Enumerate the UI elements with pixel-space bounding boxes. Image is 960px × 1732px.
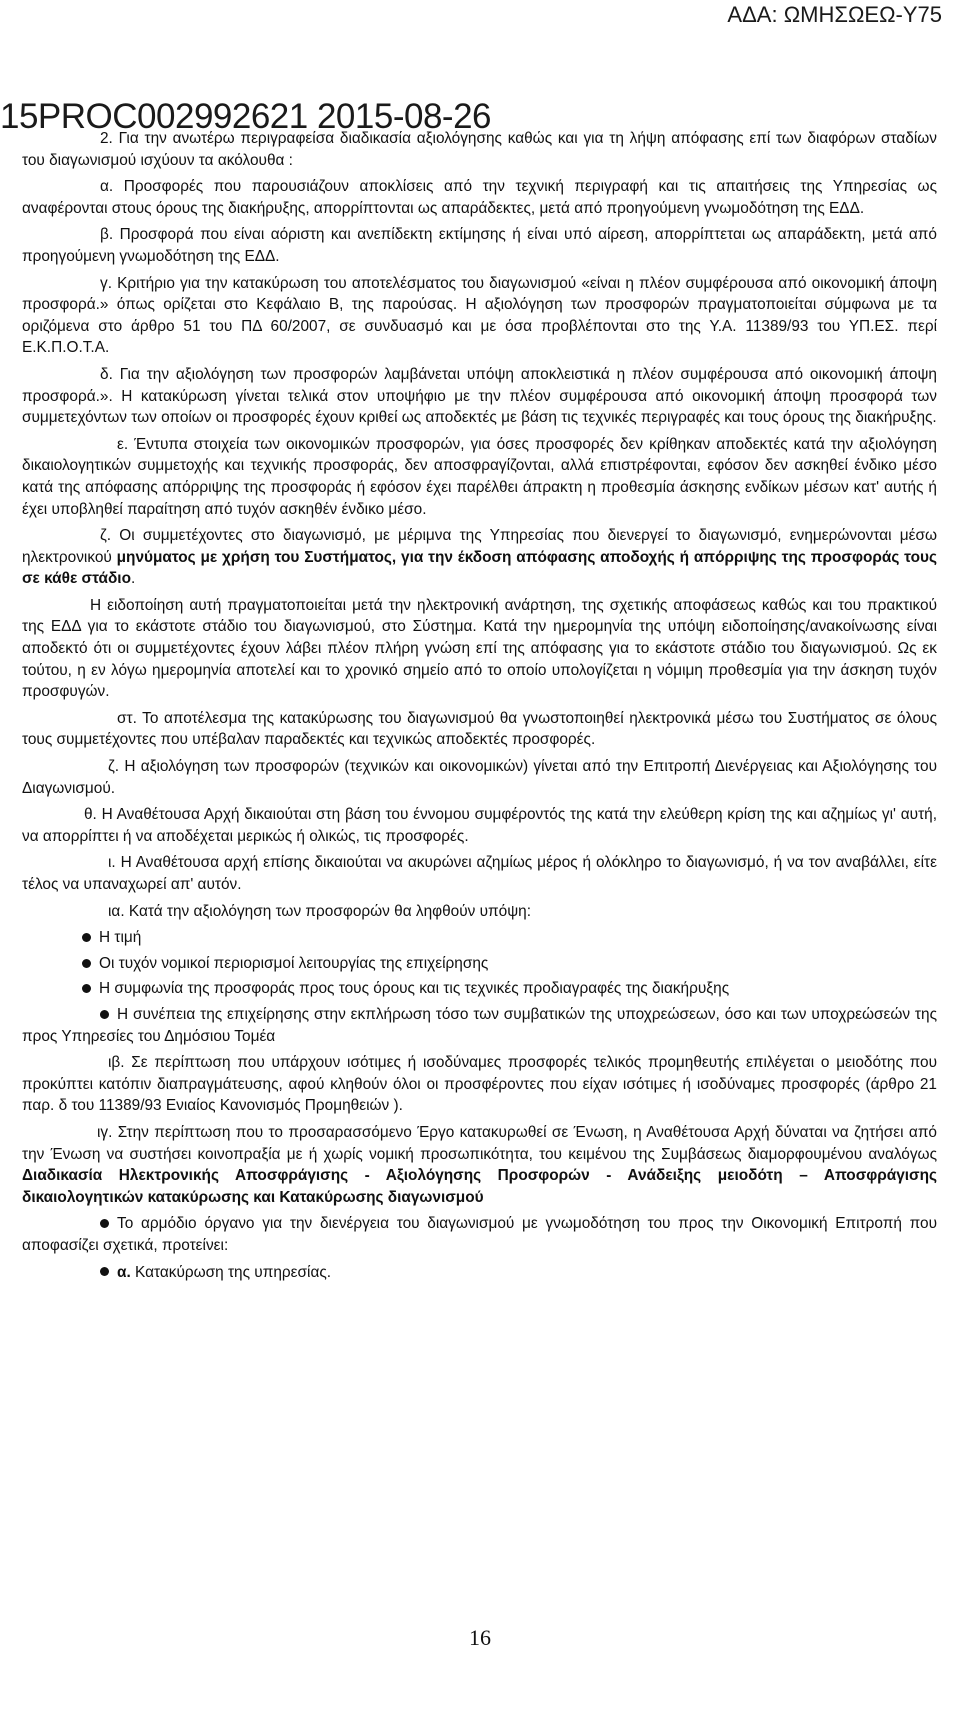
bullet-text: Οι τυχόν νομικοί περιορισμοί λειτουργίας της επιχείρησης	[99, 954, 489, 972]
paragraph-e: ε. Έντυπα στοιχεία των οικονομικών προσφορών, για όσες προσφορές δεν κρίθηκαν αποδεκτές κατά την αξιολόγηση δικαιολογητικών συμμετοχής και τεχνικής προσφοράς, δεν αποσφραγίζονται, αλλά επιστρέφονται, εφόσον δεν ασκηθεί ένδικο μέσο κατά της απόφασης απόρριψης της προσφοράς ή εφόσον έχει παρέλθει άπρακτη η προθεσμία άσκησης ενδίκων μέσων κατ' αυτής ή έχει υποβληθεί παραίτηση από τυχόν ασκηθέν ένδικο μέσο.	[22, 435, 937, 518]
paragraph-ib: ιβ. Σε περίπτωση που υπάρχουν ισότιμες ή ισοδύναμες προσφορές τελικός προμηθευτής επιλέγεται ο μειοδότης που προκύπτει κατόπιν διαπραγμάτευσης, αφού κληθούν όλοι οι προσφέροντες που είχαν ισότιμες ή ισοδύναμες προσφορές (άρθρο 21 παρ. δ του 11389/93 Ενιαίος Κανονισμός Προμηθειών ).	[22, 1054, 937, 1115]
bullet-item	[22, 978, 937, 1000]
final-item	[22, 1262, 937, 1284]
paragraph-ig-bold: Διαδικασία Ηλεκτρονικής Αποσφράγισης - Αξιολόγησης Προσφορών - Ανάδειξης μειοδότη – Αποσφράγισης δικαιολογητικών κατακύρωσης και Κατακύρωσης διαγωνισμού	[22, 1167, 937, 1206]
paragraph-b: β. Προσφορά που είναι αόριστη και ανεπίδεκτη εκτίμησης ή είναι υπό αίρεση, απορρίπτεται ως απαράδεκτη, μετά από προηγούμενη γνωμοδότηση της ΕΔΔ.	[22, 226, 937, 265]
ada-code: ΑΔΑ: ΩΜΗΣΩΕΩ-Υ75	[727, 2, 942, 27]
paragraph-ig	[22, 1122, 937, 1208]
paragraph-z1-bold: μηνύματος με χρήση του Συστήματος, για την έκδοση απόφασης αποδοχής ή απόρριψης της προσφοράς τους σε κάθε στάδιο	[22, 548, 937, 588]
bullet-item	[22, 1004, 937, 1047]
page-number: 16	[469, 1625, 491, 1650]
paragraph-z2: ζ. Η αξιολόγηση των προσφορών (τεχνικών και οικονομικών) γίνεται από την Επιτροπή Διενέργειας και Αξιολόγησης του Διαγωνισμού.	[22, 758, 937, 797]
paragraph-z1-end: .	[130, 570, 136, 588]
bullet-text: Η τιμή	[99, 929, 142, 947]
paragraph-proposal	[22, 1213, 937, 1256]
paragraph-a: α. Προσφορές που παρουσιάζουν αποκλίσεις από την τεχνική περιγραφή και τις απαιτήσεις της Υπηρεσίας ως αναφέρονται στους όρους της διακήρυξης, απορρίπτονται ως απαράδεκτες, μετά από προηγούμενη γνωμοδότηση της ΕΔΔ.	[22, 178, 937, 217]
paragraph-st: στ. Το αποτέλεσμα της κατακύρωσης του διαγωνισμού θα γνωστοποιηθεί ηλεκτρονικά μέσω του Συστήματος σε όλους τους συμμετέχοντες που υπέβαλαν παραδεκτές και τεχνικώς αποδεκτές προσφορές.	[22, 709, 937, 749]
final-item-label: α.	[117, 1263, 131, 1281]
paragraph-th: θ. Η Αναθέτουσα Αρχή δικαιούται στη βάση του έννομου συμφέροντός της κατά την ελεύθερη κρίση της και αζημίως γι' αυτή, να απορρίπτει ή να αποδέχεται μερικώς ή ολικώς, τις προσφορές.	[22, 806, 937, 845]
bullet-text: Η συμφωνία της προσφοράς προς τους όρους και τις τεχνικές προδιαγραφές της διακήρυξης	[99, 980, 730, 998]
paragraph-proposal-text: Το αρμόδιο όργανο για την διενέργεια του διαγωνισμού με γνωμοδότηση του προς την Οικονομική Επιτροπή που αποφασίζει σχετικά, προτείνει:	[22, 1215, 937, 1254]
final-item-text: Κατακύρωση της υπηρεσίας.	[130, 1263, 332, 1281]
bullet-icon	[82, 959, 91, 968]
paragraph-z1-text: ζ. Οι συμμετέχοντες στο διαγωνισμό, με μέριμνα της Υπηρεσίας που διενεργεί το διαγωνισμό, ενημερώνονται μέσω ηλεκτρονικού	[22, 527, 937, 566]
paragraph-i: ι. Η Αναθέτουσα αρχή επίσης δικαιούται να ακυρώνει αζημίως μέρος ή ολόκληρο το διαγωνισμό, ή να τον αναβάλλει, είτε τέλος να υπαναχωρεί απ' αυτόν.	[22, 854, 937, 893]
paragraph-ia: ια. Κατά την αξιολόγηση των προσφορών θα ληφθούν υπόψη:	[108, 902, 532, 920]
bullet-text: Η συνέπεια της επιχείρησης στην εκπλήρωση τόσο των συμβατικών της υποχρεώσεων, όσο και των υποχρεώσεών της προς Υπηρεσίες του Δημόσιου Τομέα	[22, 1005, 937, 1045]
bullet-icon	[82, 984, 91, 993]
bullet-icon	[100, 1219, 109, 1228]
paragraph-c: γ. Κριτήριο για την κατακύρωση του αποτελέσματος του διαγωνισμού «είναι η πλέον συμφέρουσα από οικονομική άποψη προσφορά.» όπως ορίζεται στο Κεφάλαιο Β, της παρούσας. Η αξιολόγηση των προσφορών πραγματοποιείται σύμφωνα με τα οριζόμενα στο άρθρο 51 του ΠΔ 60/2007, σε συνδυασμό και με όσα προβλέπονται στο της Υ.Α. 11389/93 του ΥΠ.ΕΣ. περί Ε.Κ.Π.Ο.Τ.Α.	[22, 274, 937, 357]
paragraph-z1	[22, 525, 937, 590]
paragraph-notice: Η ειδοποίηση αυτή πραγματοποιείται μετά την ηλεκτρονική ανάρτηση, της σχετικής αποφάσεως καθώς και του πρακτικού της ΕΔΔ για το εκάστοτε στάδιο του διαγωνισμού, στο Σύστημα. Κατά την ημερομηνία της υπόψη ειδοποίησης/ανακοίνωσης είναι αποδεκτό ότι οι συμμετέχοντες έχουν λάβει πλέον πλήρη γνώση επί της απόφασης για το εκάστοτε στάδιο του διαγωνισμού. Ως εκ τούτου, η εν λόγω ημερομηνία αποτελεί και το χρονικό σημείο από το οποίο υπολογίζεται η νόμιμη προθεσμία για την άσκηση τυχόν προσφυγών.	[22, 596, 937, 701]
bullet-icon	[100, 1267, 109, 1276]
bullet-item	[22, 953, 937, 975]
bullet-icon	[82, 933, 91, 942]
paragraph-intro: 2. Για την ανωτέρω περιγραφείσα διαδικασία αξιολόγησης καθώς και για τη λήψη απόφασης επί των διαφόρων σταδίων του διαγωνισμού ισχύουν τα ακόλουθα :	[22, 130, 937, 169]
bullet-item	[22, 927, 937, 949]
paragraph-d: δ. Για την αξιολόγηση των προσφορών λαμβάνεται υπόψη αποκλειστικά η πλέον συμφέρουσα από οικονομική άποψη προσφορά.». Η κατακύρωση γίνεται τελικά στον υποψήφιο με την πλέον συμφέρουσα από οικονομική άποψη προσφορά των συμμετεχόντων των οποίων οι προσφορές έχουν κριθεί ως αποδεκτές με βάση τις τεχνικές περιγραφές και τους όρους της διακήρυξης.	[22, 365, 937, 427]
paragraph-ig-text: ιγ. Στην περίπτωση που το προσαρασσόμενο Έργο κατακυρωθεί σε Ένωση, η Αναθέτουσα Αρχή δύναται να ζητήσει από την Ένωση να συστήσει κοινοπραξία με ή χωρίς νομική προσωπικότητα, του κειμένου της Συμβάσεως διαμορφουμένου αναλόγως	[22, 1123, 937, 1163]
protocol-number: 15PROC002992621 2015-08-26	[0, 97, 491, 136]
bullet-icon	[100, 1010, 109, 1019]
document-body	[22, 128, 937, 1287]
